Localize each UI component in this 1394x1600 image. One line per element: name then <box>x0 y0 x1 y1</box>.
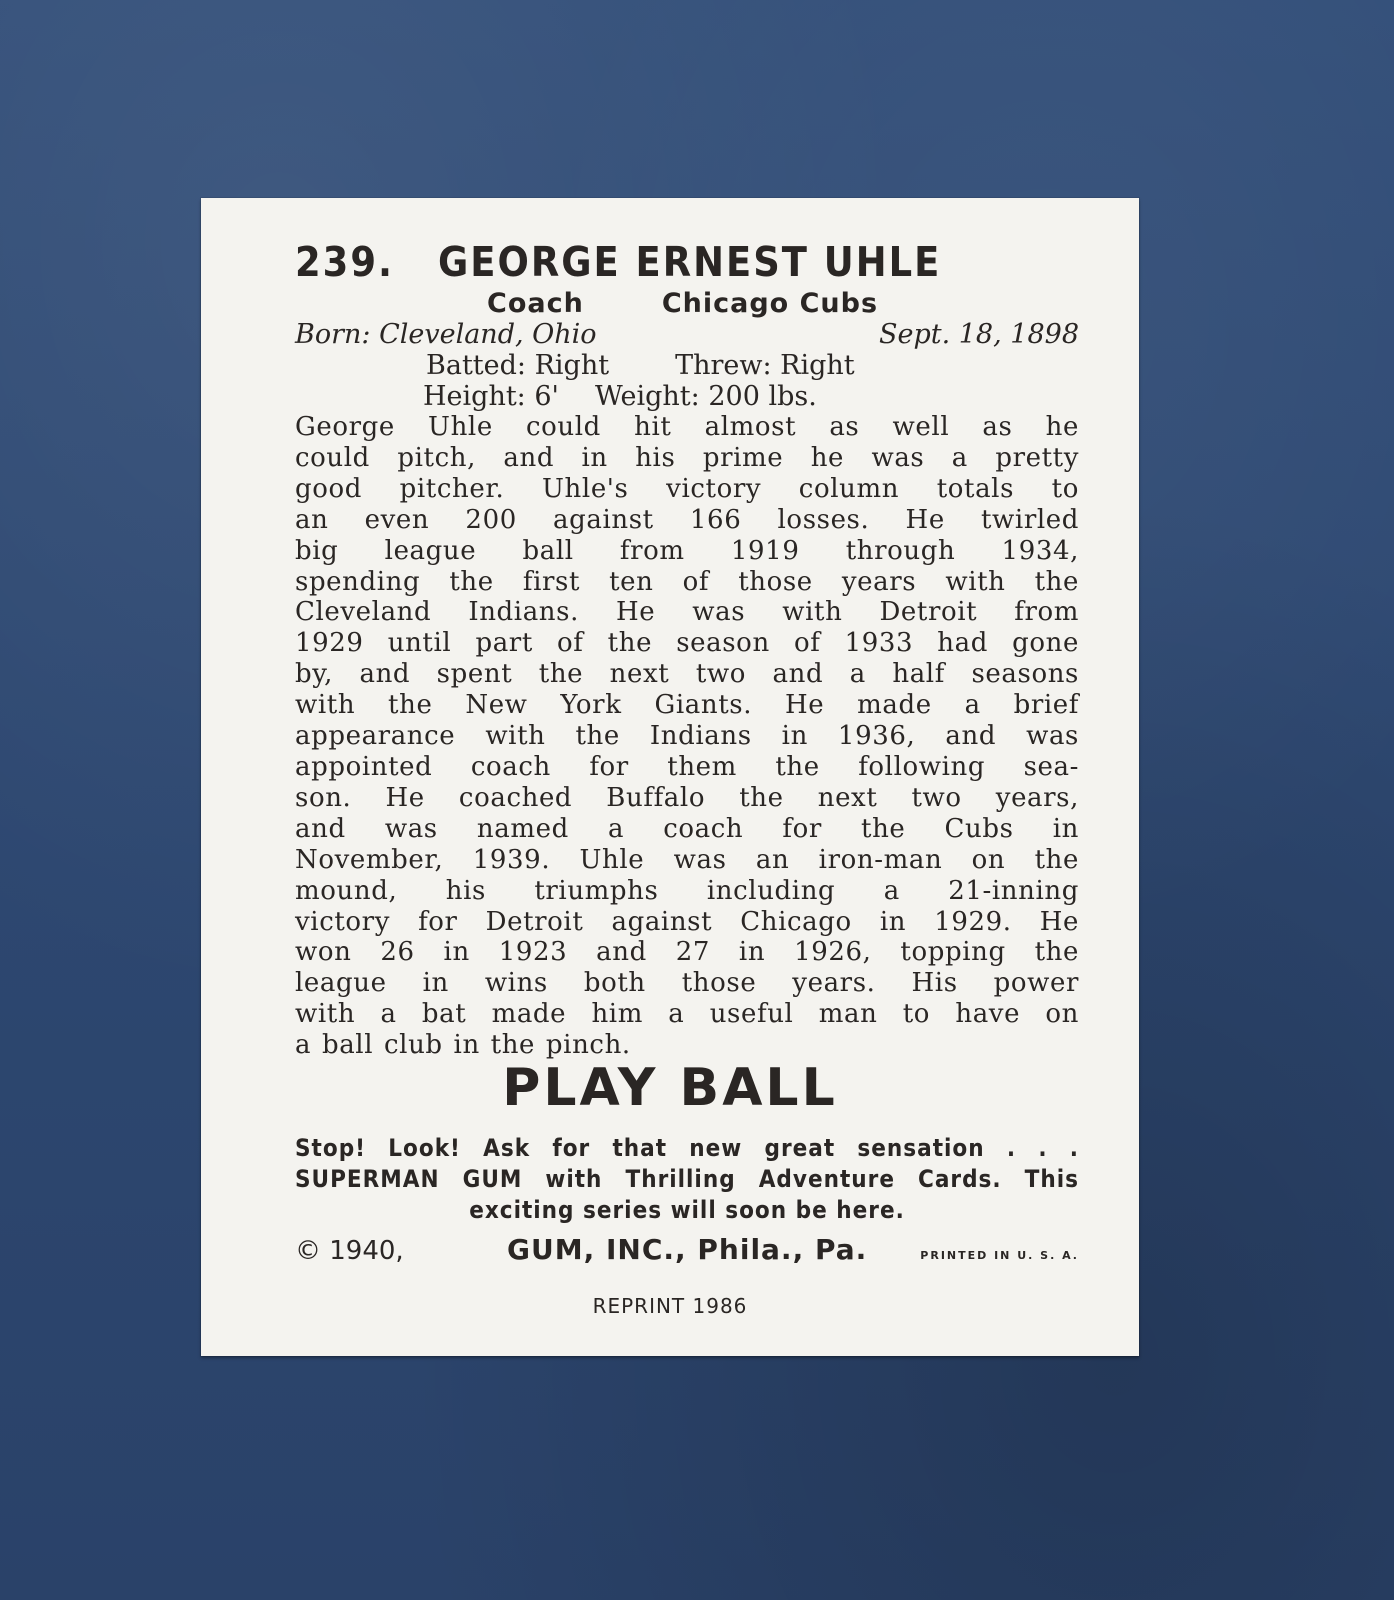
bio-line: won 26 in 1923 and 27 in 1926, topping the <box>295 937 1079 968</box>
bio-line: appearance with the Indians in 1936, and was <box>295 721 1079 752</box>
weight-stat: Weight: 200 lbs. <box>594 381 817 412</box>
size-row <box>423 381 817 413</box>
reprint-notice: REPRINT 1986 <box>592 1294 748 1318</box>
bio-line: with the New York Giants. He made a brief <box>295 690 1079 721</box>
bio-line: son. He coached Buffalo the next two years, <box>295 782 1079 813</box>
company-name: GUM, INC., Phila., Pa. <box>507 1233 868 1266</box>
bio-line: George Uhle could hit almost as well as he <box>295 412 1079 442</box>
batted-stat: Batted: Right <box>426 350 610 381</box>
bio-line: big league ball from 1919 through 1934, <box>295 535 1079 566</box>
footer-row <box>295 1233 1079 1266</box>
printed-in-notice: PRINTED IN U. S. A. <box>920 1249 1079 1262</box>
bio-line: by, and spent the next two and a half seasons <box>295 659 1079 690</box>
bio-line: a ball club in the pinch. <box>295 1030 631 1061</box>
biography <box>295 412 1079 1061</box>
bio-line: and was named a coach for the Cubs in <box>295 813 1079 844</box>
promo-line: SUPERMAN GUM with Thrilling Adventure Cards. This <box>295 1165 1079 1193</box>
player-role: Coach <box>487 288 584 319</box>
threw-stat: Threw: Right <box>675 350 855 381</box>
bio-line: appointed coach for them the following sea- <box>295 751 1079 782</box>
height-stat: Height: 6' <box>423 381 559 412</box>
promo-text <box>295 1133 1079 1226</box>
born-row <box>295 318 1079 352</box>
card-number: 239. <box>295 238 395 286</box>
player-name: GEORGE ERNEST UHLE <box>438 238 942 286</box>
player-team: Chicago Cubs <box>661 288 879 319</box>
bio-line: with a bat made him a useful man to have on <box>295 999 1079 1030</box>
bio-line: could pitch, and in his prime he was a pretty <box>295 442 1079 473</box>
bio-line: November, 1939. Uhle was an iron-man on the <box>295 844 1079 875</box>
promo-line: exciting series will soon be here. <box>469 1196 905 1224</box>
batting-row <box>426 350 855 382</box>
bio-line: mound, his triumphs including a 21-inning <box>295 875 1079 906</box>
card-title <box>295 236 941 288</box>
bio-line: victory for Detroit against Chicago in 1929. He <box>295 906 1079 937</box>
born-date: Sept. 18, 1898 <box>878 319 1079 350</box>
bio-line: spending the first ten of those years with the <box>295 566 1079 597</box>
copyright-notice: © 1940, <box>295 1236 404 1266</box>
bio-line: 1929 until part of the season of 1933 had gone <box>295 628 1079 659</box>
promo-line: Stop! Look! Ask for that new great sensation . . . <box>295 1134 1079 1162</box>
bio-line: league in wins both those years. His power <box>295 968 1079 999</box>
born-place: Born: Cleveland, Ohio <box>295 319 597 350</box>
bio-line: Cleveland Indians. He was with Detroit from <box>295 597 1079 628</box>
bio-line: an even 200 against 166 losses. He twirled <box>295 504 1079 535</box>
play-ball-heading: PLAY BALL <box>502 1058 838 1118</box>
role-line <box>487 286 878 322</box>
baseball-card-back <box>201 198 1139 1356</box>
bio-line: good pitcher. Uhle's victory column totals to <box>295 473 1079 504</box>
